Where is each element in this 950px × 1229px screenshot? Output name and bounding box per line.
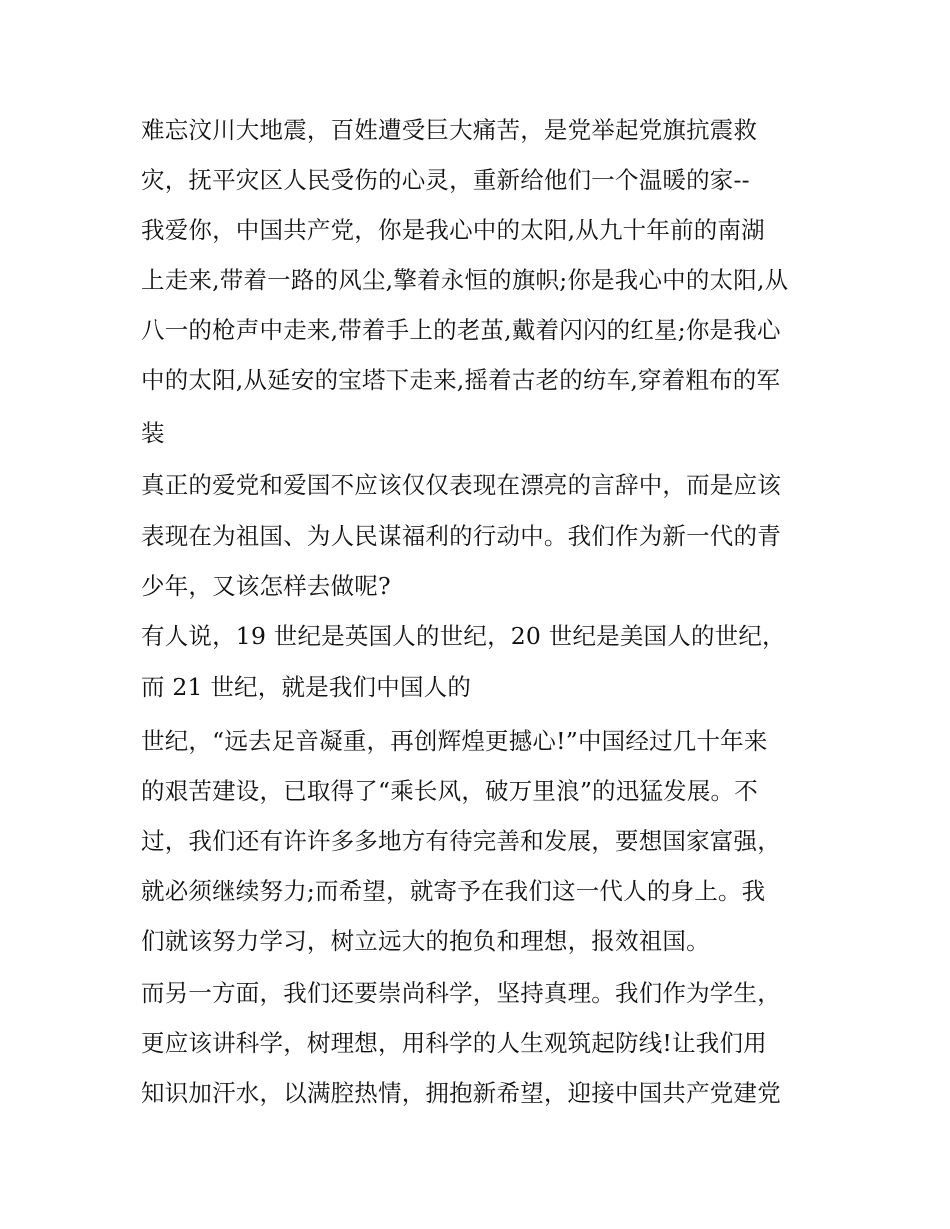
text-line: 过，我们还有许许多多地方有待完善和发展，要想国家富强，	[141, 827, 781, 855]
text-line: 灾，抚平灾区人民受伤的心灵，重新给他们一个温暖的家--	[141, 166, 750, 194]
text-line: 真正的爱党和爱国不应该仅仅表现在漂亮的言辞中，而是应该	[141, 471, 781, 499]
text-line: 知识加汗水，以满腔热情，拥抱新希望，迎接中国共产党建党	[141, 1079, 781, 1107]
text-line: 而另一方面，我们还要崇尚科学，坚持真理。我们作为学生，	[141, 979, 781, 1007]
text-line: 少年，又该怎样去做呢?	[141, 572, 391, 600]
text-line: 难忘汶川大地震，百姓遭受巨大痛苦，是党举起党旗抗震救	[141, 116, 758, 144]
text-line: 有人说，19 世纪是英国人的世纪，20 世纪是美国人的世纪，	[141, 622, 786, 650]
text-line: 而 21 世纪，就是我们中国人的	[141, 673, 472, 701]
text-line: 的艰苦建设，已取得了“乘长风，破万里浪”的迅猛发展。不	[141, 777, 758, 805]
text-line: 中的太阳,从延安的宝塔下走来,摇着古老的纺车,穿着粗布的军	[141, 366, 781, 394]
text-line: 就必须继续努力;而希望，就寄予在我们这一代人的身上。我	[141, 877, 766, 905]
text-line: 八一的枪声中走来,带着手上的老茧,戴着闪闪的红星;你是我心	[141, 316, 781, 344]
text-line: 更应该讲科学，树理想，用科学的人生观筑起防线!让我们用	[141, 1029, 767, 1057]
text-line: 们就该努力学习，树立远大的抱负和理想，报效祖国。	[141, 927, 710, 955]
text-line: 装	[141, 419, 165, 447]
text-line: 世纪，“远去足音凝重，再创辉煌更撼心!”中国经过几十年来	[141, 727, 768, 755]
text-line: 表现在为祖国、为人民谋福利的行动中。我们作为新一代的青	[141, 522, 781, 550]
text-line: 我爱你，中国共产党，你是我心中的太阳,从九十年前的南湖	[141, 216, 765, 244]
text-line: 上走来,带着一路的风尘,擎着永恒的旗帜;你是我心中的太阳,从	[141, 266, 789, 294]
